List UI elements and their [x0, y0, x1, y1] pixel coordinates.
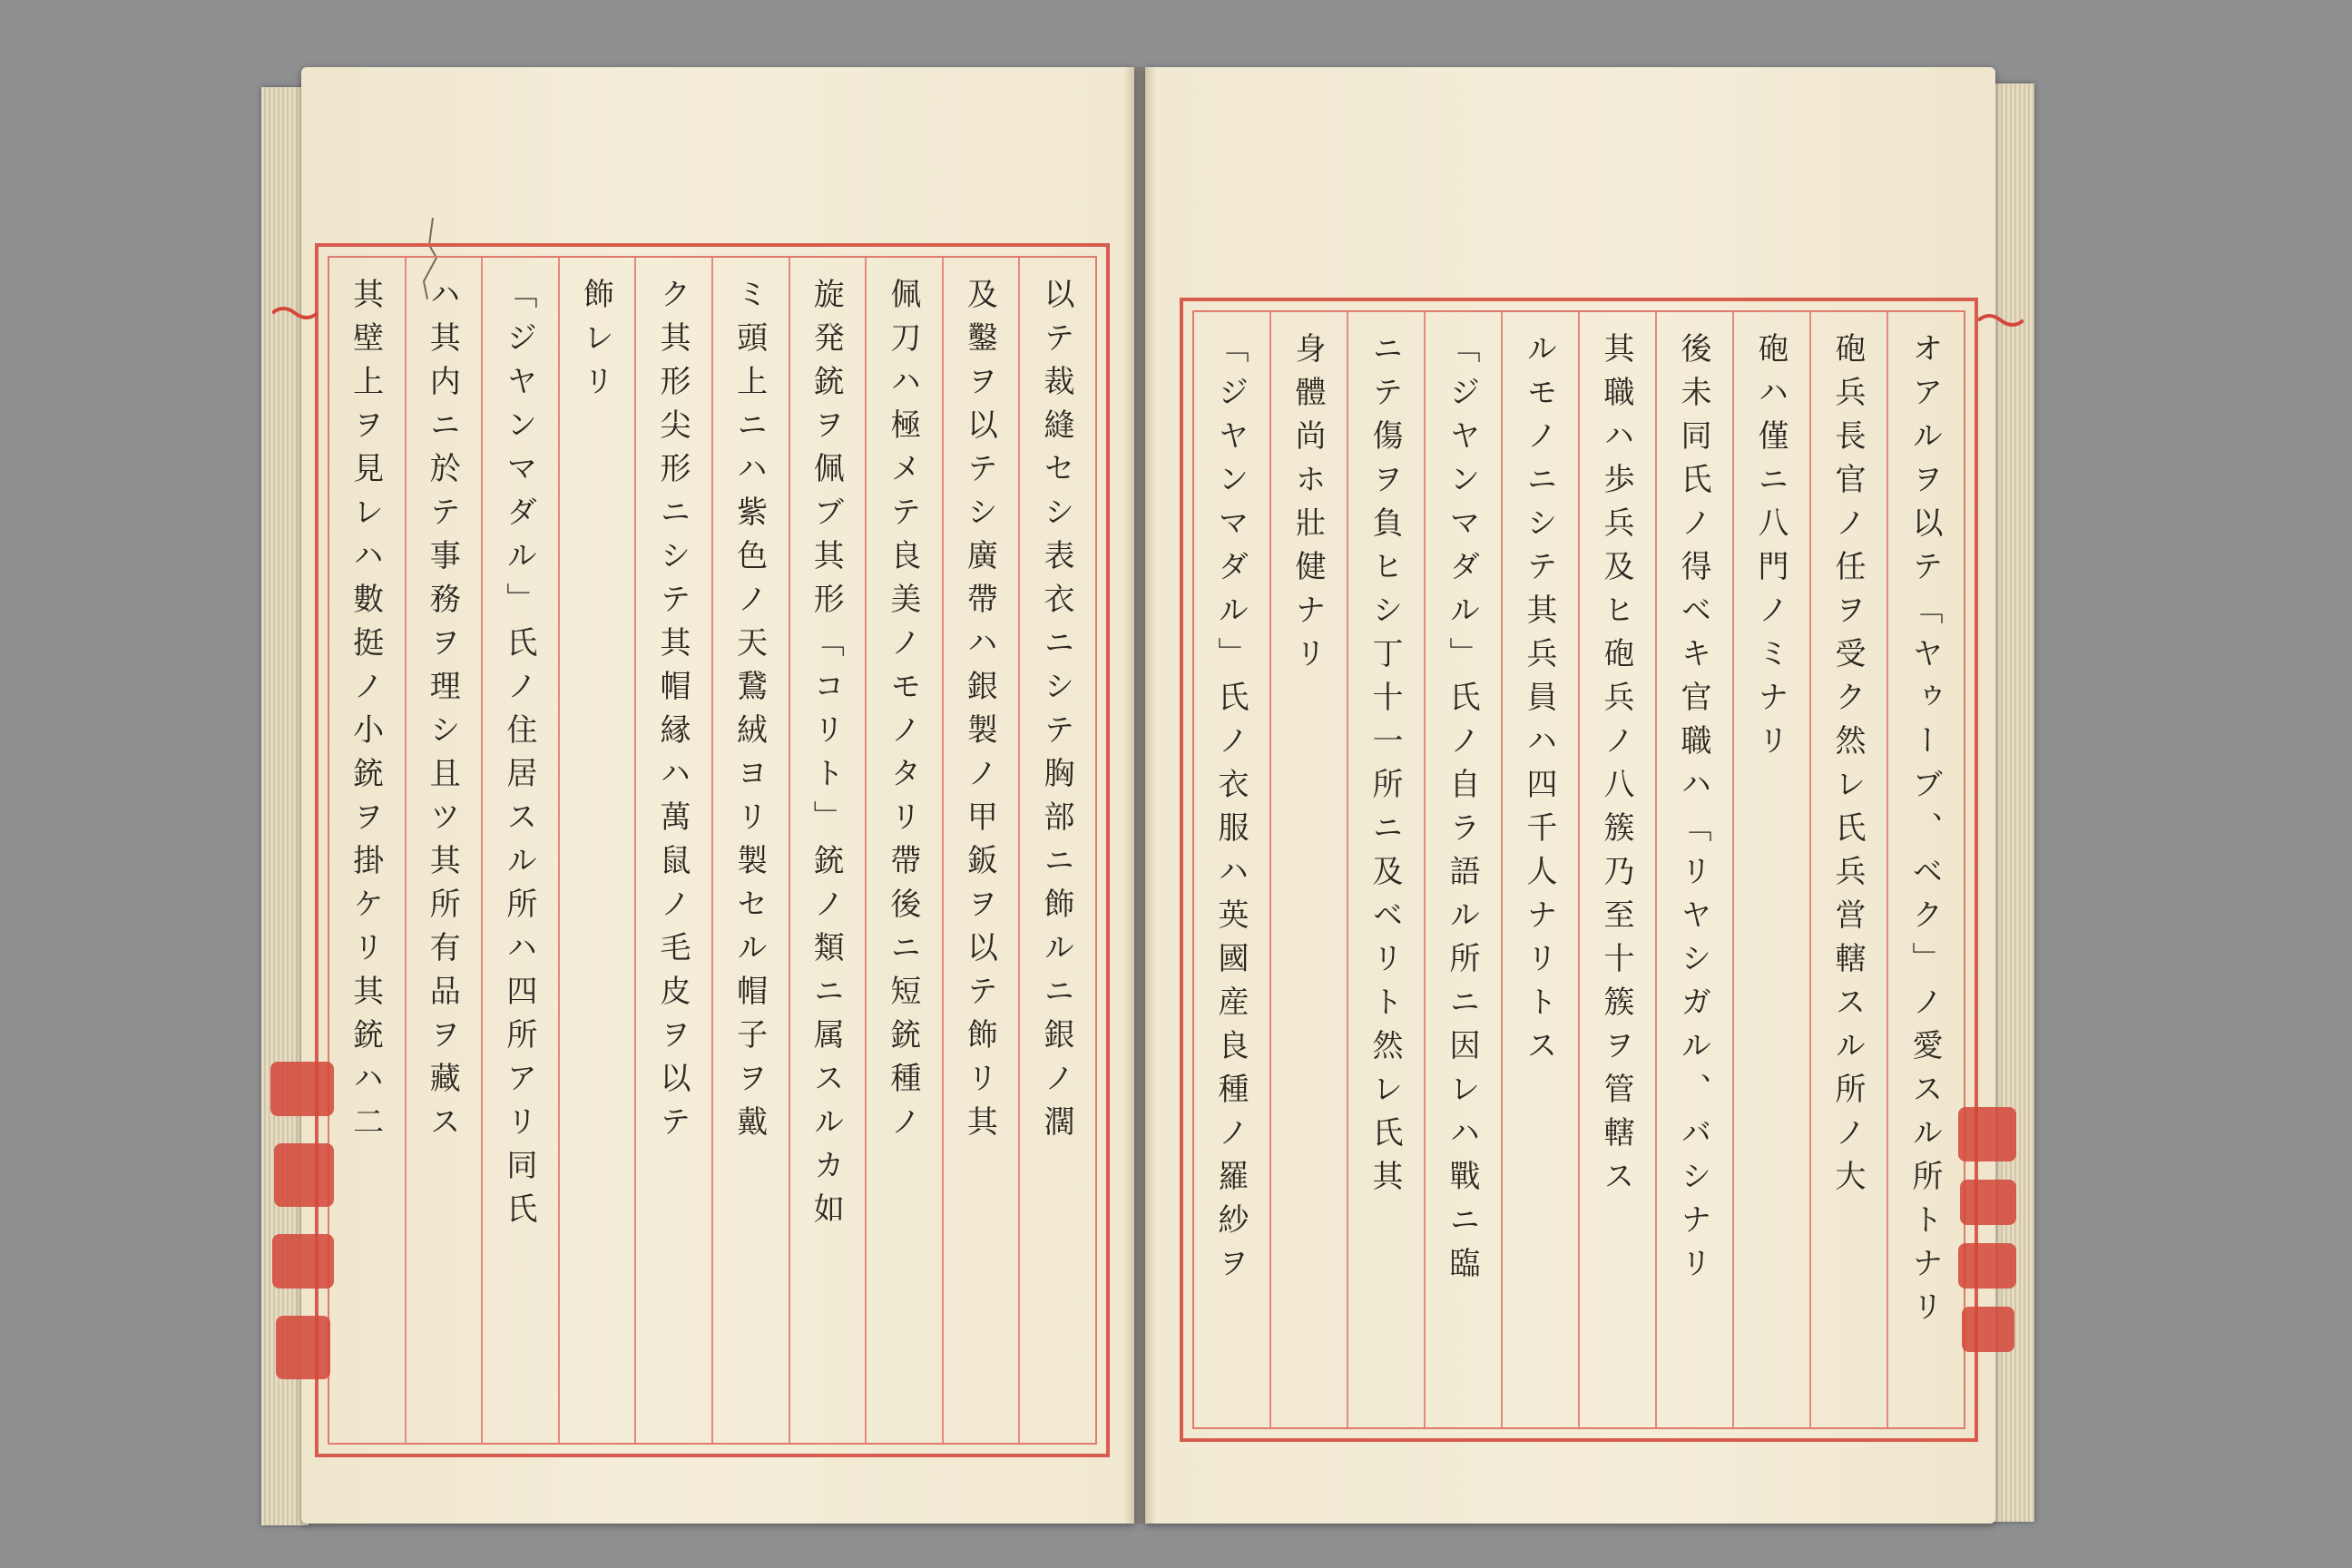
text-column: オアルヲ以テ「ヤゥーブ、ベク」ノ愛スル所トナリ	[1886, 312, 1964, 1427]
text-column: 其壁上ヲ見レハ數挺ノ小銃ヲ掛ケリ其銃ハ二	[347, 278, 384, 1149]
text-column: ミ頭上ニハ紫色ノ天鵞絨ヨリ製セル帽子ヲ戴	[711, 258, 789, 1443]
right-column-grid	[1192, 310, 1965, 1429]
book-gutter	[1123, 67, 1156, 1524]
text-column: 「ジヤンマダル」氏ノ衣服ハ英國産良種ノ羅紗ヲ	[1212, 332, 1249, 1290]
text-column: 飾レリ	[558, 258, 635, 1443]
text-column: 其職ハ歩兵及ヒ砲兵ノ八簇乃至十簇ヲ管轄ス	[1578, 312, 1655, 1427]
red-edge-mark	[1978, 307, 2024, 334]
right-text-frame	[1180, 298, 1978, 1442]
text-column: 砲ハ僅ニ八門ノミナリ	[1732, 312, 1809, 1427]
red-edge-mark	[272, 299, 318, 327]
red-seal-stamp-marks	[1951, 1098, 2024, 1370]
text-column: 佩刀ハ極メテ良美ノモノタリ帶後ニ短銃種ノ	[865, 258, 942, 1443]
text-column: 身體尚ホ壯健ナリ	[1269, 312, 1347, 1427]
text-column: ク其形尖形ニシテ其帽縁ハ萬鼠ノ毛皮ヲ以テ	[634, 258, 711, 1443]
text-column: ニテ傷ヲ負ヒシ丁十一所ニ及ベリト然レ氏其	[1347, 312, 1424, 1427]
left-text-frame	[315, 243, 1110, 1457]
text-column: 及鑿ヲ以テシ廣帶ハ銀製ノ甲鈑ヲ以テ飾リ其	[942, 258, 1019, 1443]
text-column: 以テ裁縫セシ表衣ニシテ胸部ニ飾ルニ銀ノ濶	[1018, 258, 1095, 1443]
text-column: ハ其内ニ於テ事務ヲ理シ且ツ其所有品ヲ藏ス	[405, 258, 482, 1443]
text-column: 「ジヤンマダル」氏ノ自ラ語ル所ニ因レハ戰ニ臨	[1424, 312, 1501, 1427]
left-column-grid	[328, 256, 1097, 1445]
text-column: 旋発銃ヲ佩ブ其形「コリト」銃ノ類ニ属スルカ如	[789, 258, 866, 1443]
text-column: 後未同氏ノ得ベキ官職ハ「リヤシガル、バシナリ	[1655, 312, 1732, 1427]
text-column: 「ジヤンマダル」氏ノ住居スル所ハ四所アリ同氏	[481, 258, 558, 1443]
text-column: ルモノニシテ其兵員ハ四千人ナリトス	[1501, 312, 1578, 1427]
text-column: 砲兵長官ノ任ヲ受ク然レ氏兵営轄スル所ノ大	[1809, 312, 1886, 1427]
red-seal-stamp-marks	[261, 1053, 343, 1397]
